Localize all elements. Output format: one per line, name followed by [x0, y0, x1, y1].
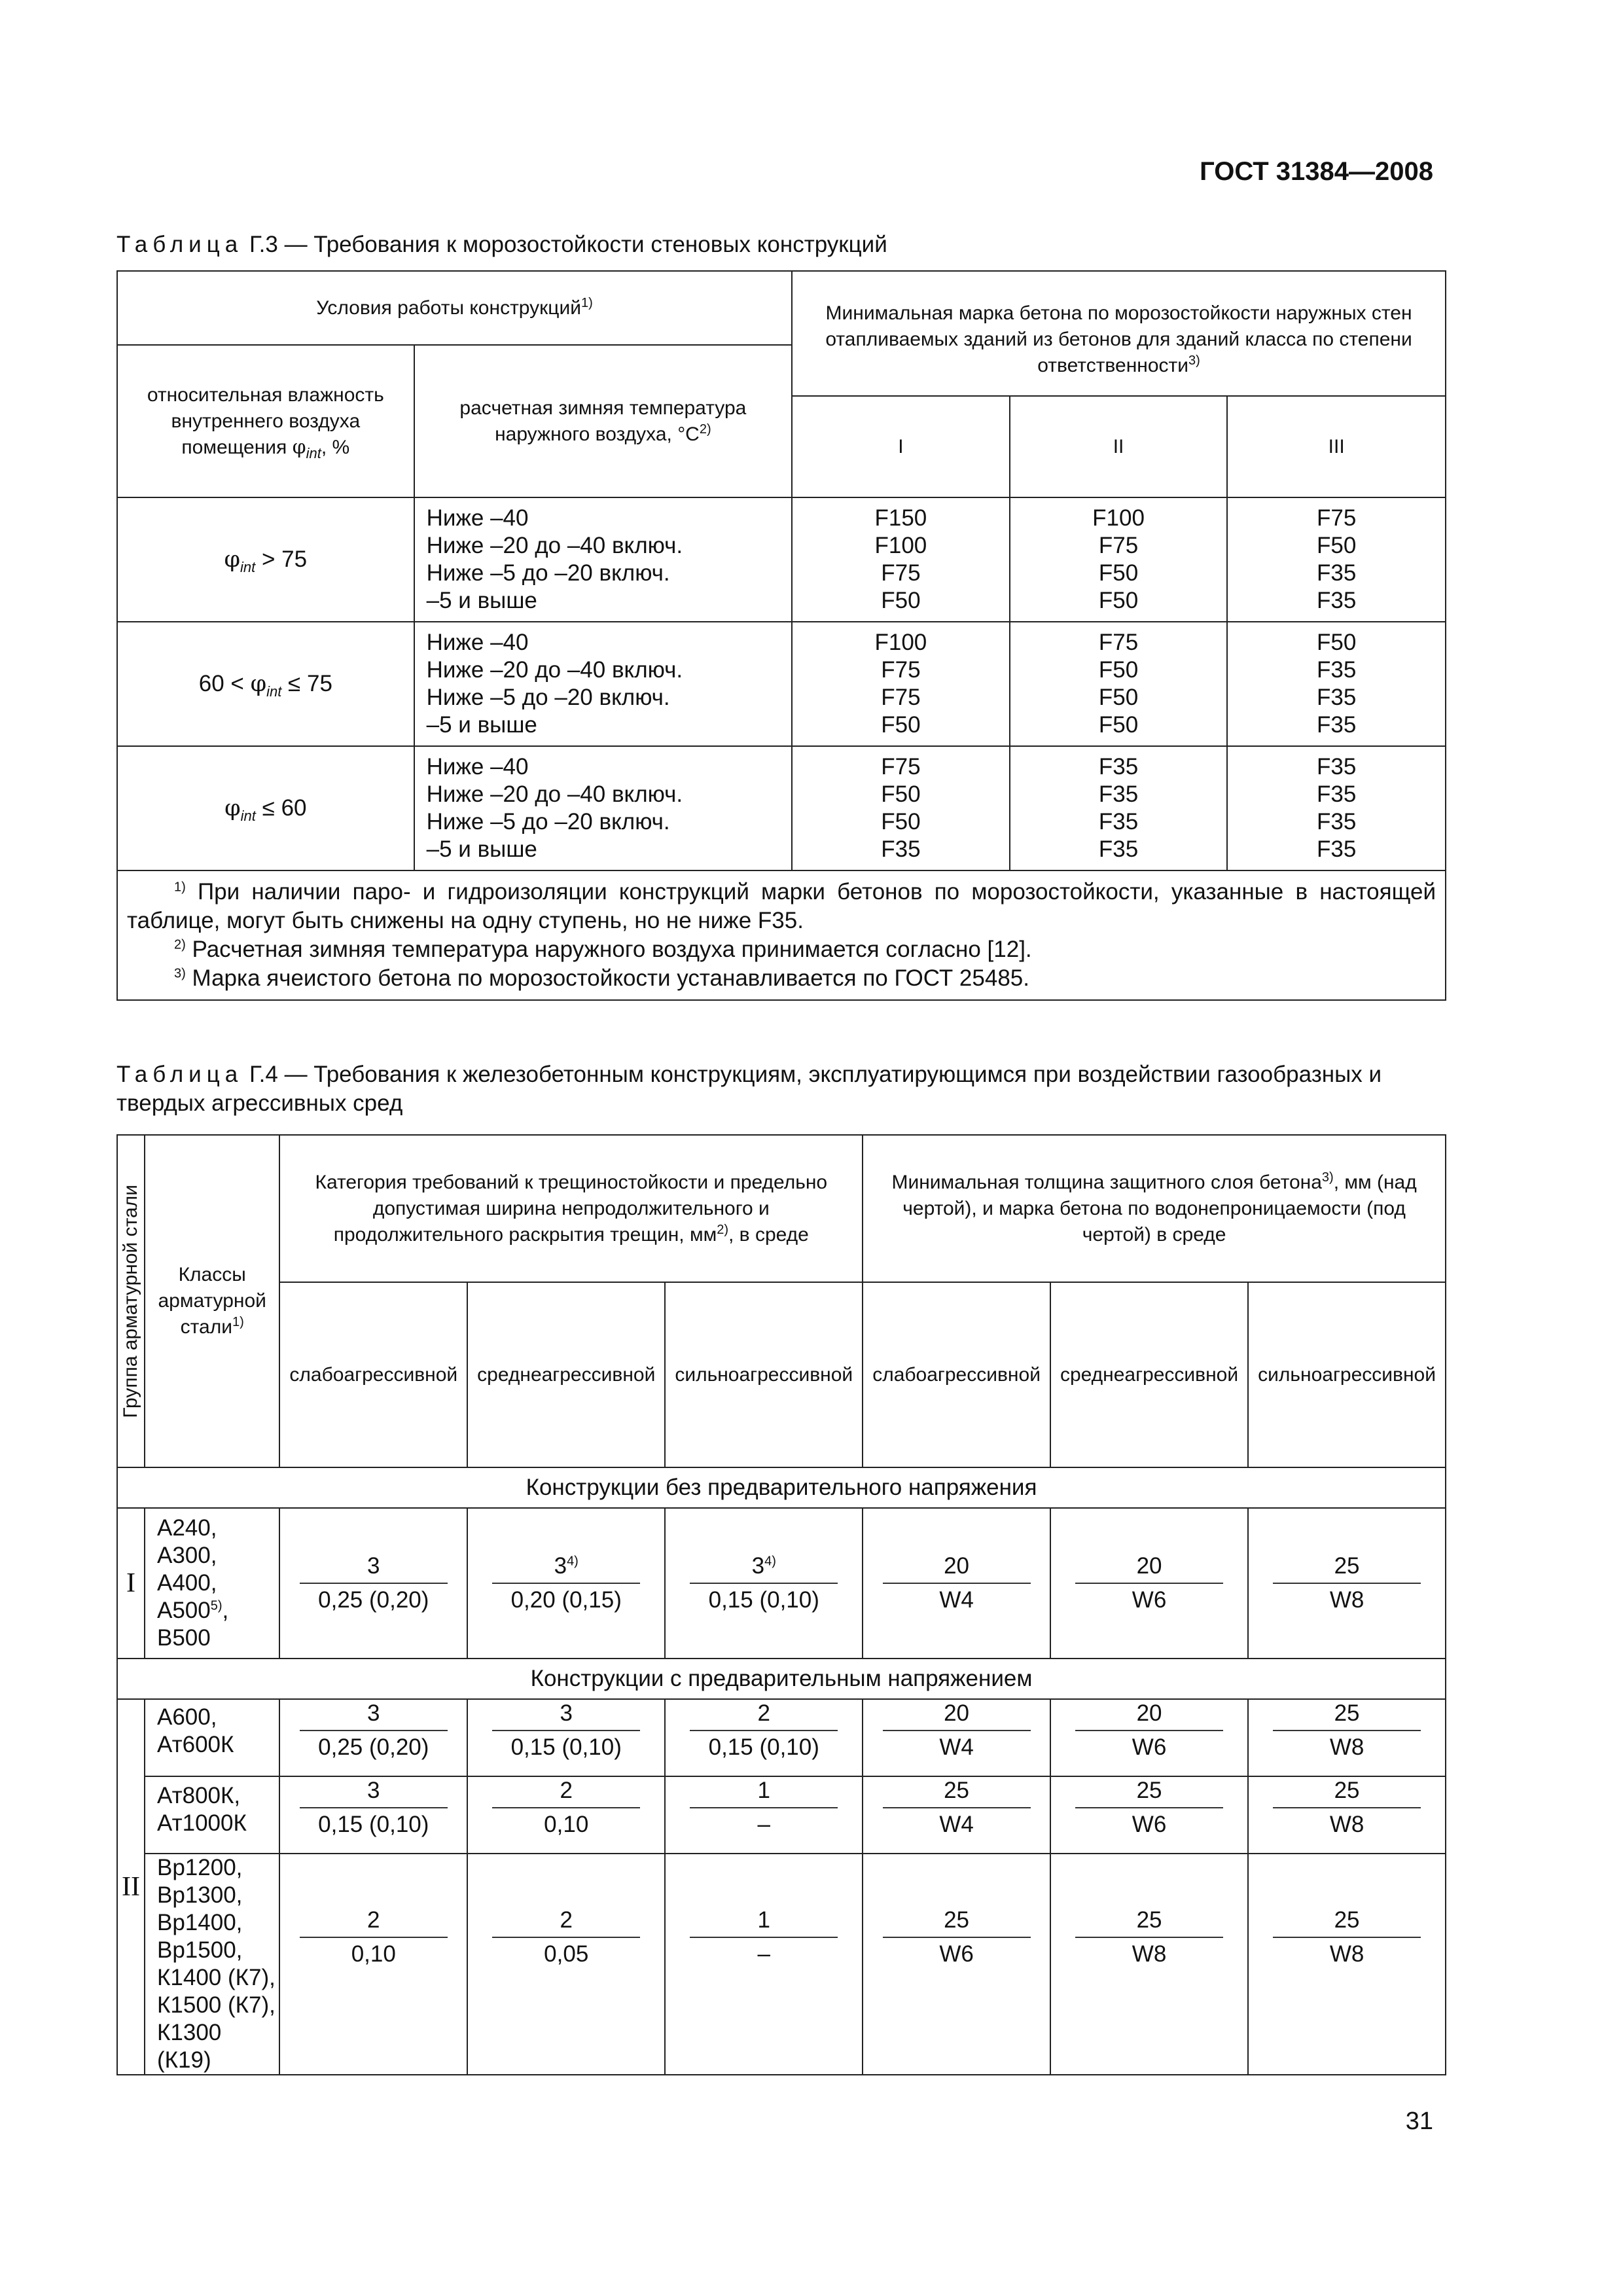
fraction-cell [467, 1776, 665, 1854]
class-header: III [1227, 396, 1446, 497]
subscript: int [266, 683, 282, 700]
fraction [883, 1552, 1031, 1614]
phi-symbol: φ [292, 435, 306, 459]
table4-head-cover-text: Минимальная толщина защитного слоя бетона [891, 1171, 1322, 1193]
humidity-condition [117, 746, 414, 870]
grade-value: F35 [1098, 754, 1139, 780]
temp-item: Ниже –40 [426, 505, 529, 531]
section-row [117, 1467, 1446, 1508]
grade-value: F75 [881, 685, 921, 710]
footnote-ref: 4) [764, 1554, 776, 1569]
fraction-bottom: W6 [1132, 1734, 1167, 1760]
fraction-top: 3 [492, 1700, 640, 1731]
grade-value: F75 [881, 754, 921, 780]
fraction-bottom: W4 [939, 1587, 974, 1613]
table4-head-crack [279, 1135, 863, 1282]
fraction-bottom: 0,10 [544, 1812, 589, 1837]
fraction-bottom: 0,10 [351, 1941, 396, 1967]
grade-value: F50 [881, 809, 921, 834]
grade-value: F35 [1317, 685, 1357, 710]
grade-list-class-1 [792, 746, 1010, 870]
grade-value: F50 [881, 588, 921, 613]
phi-symbol: φ [224, 795, 241, 821]
cond-post: ≤ 60 [255, 795, 307, 821]
grade-value: F35 [1098, 781, 1139, 807]
table-row [117, 622, 1446, 746]
fraction [883, 1700, 1031, 1761]
fraction-top-value: 25 [1334, 1553, 1360, 1579]
fraction-top [690, 1552, 838, 1584]
fraction-top: 1 [690, 1907, 838, 1938]
table-row [117, 1699, 1446, 1776]
fraction-bottom: 0,25 (0,20) [318, 1734, 429, 1760]
fraction [1075, 1777, 1223, 1839]
fraction-top: 25 [1273, 1907, 1421, 1938]
fraction [690, 1552, 838, 1614]
grade-list-class-3 [1227, 622, 1446, 746]
fraction-bottom: W8 [1329, 1812, 1364, 1837]
table4-caption-text: Г.4 — Требования к железобетонным конструкциям, эксплуатирующимся при воздействии газообразных и твердых агрессивных сред [116, 1062, 1382, 1116]
fraction-bottom: W8 [1329, 1587, 1364, 1613]
fraction-top: 2 [300, 1907, 448, 1938]
fraction-top: 25 [883, 1777, 1031, 1808]
grade-value: F50 [1098, 588, 1139, 613]
fraction-bottom: 0,15 (0,10) [708, 1587, 819, 1613]
fraction-bottom: W8 [1329, 1941, 1364, 1967]
fraction-cell [665, 1776, 863, 1854]
table3-head-temp-text: расчетная зимняя температура наружного воздуха, °С [459, 397, 747, 445]
fraction-top: 3 [300, 1777, 448, 1808]
temperature-list [414, 746, 792, 870]
grade-value: F50 [1098, 712, 1139, 738]
table4-caption-label: Таблица [116, 1062, 243, 1087]
grade-value: F50 [1098, 560, 1139, 586]
fraction [300, 1700, 448, 1761]
fraction-bottom: W8 [1329, 1734, 1364, 1760]
footnote-ref: 3) [1188, 353, 1200, 368]
grade-value: F35 [1317, 560, 1357, 586]
table4-env-row [117, 1282, 1446, 1467]
grade-value: F75 [1098, 533, 1139, 558]
grade-value: F35 [1317, 657, 1357, 683]
env-header: среднеагрессивной [1050, 1282, 1248, 1467]
fraction-cell [863, 1699, 1050, 1776]
footnote [127, 964, 1436, 993]
temp-item: Ниже –40 [426, 754, 529, 780]
grade-value: F75 [881, 657, 921, 683]
table3-caption-label: Таблица [116, 232, 243, 257]
steel-classes [145, 1776, 279, 1854]
cond-pre: 60 < [198, 671, 251, 696]
fraction-cell [1050, 1508, 1248, 1659]
table-row [117, 1776, 1446, 1854]
fraction [1075, 1552, 1223, 1614]
footnote-ref: 1) [232, 1315, 244, 1329]
class-item: К1400 (К7), [157, 1965, 276, 1990]
grade-value: F35 [1317, 836, 1357, 862]
grade-value: F35 [1098, 836, 1139, 862]
grade-value: F100 [1092, 505, 1145, 531]
steel-group: I [117, 1508, 145, 1659]
fraction [690, 1907, 838, 1968]
footnote-text: Марка ячеистого бетона по морозостойкости устанавливается по ГОСТ 25485. [185, 965, 1029, 991]
env-header: слабоагрессивной [863, 1282, 1050, 1467]
humidity-condition [117, 497, 414, 622]
fraction [300, 1907, 448, 1968]
fraction-top: 2 [492, 1907, 640, 1938]
class-item: Ат800К, [157, 1783, 241, 1808]
fraction-top: 2 [690, 1700, 838, 1731]
fraction-bottom: 0,25 (0,20) [318, 1587, 429, 1613]
table4-head-group-text: Группа арматурной стали [120, 1184, 141, 1418]
fraction-cell [279, 1854, 467, 2075]
fraction-cell [1050, 1854, 1248, 2075]
footnote-ref: 1) [580, 295, 593, 310]
section-row [117, 1659, 1446, 1699]
fraction-top [1273, 1552, 1421, 1584]
table4-head-crack-tail: , в среде [728, 1223, 809, 1246]
fraction-top [300, 1552, 448, 1584]
subscript: int [306, 444, 321, 461]
fraction-bottom: W4 [939, 1812, 974, 1837]
fraction-cell [665, 1508, 863, 1659]
subscript: int [240, 808, 256, 824]
phi-symbol: φ [250, 671, 267, 697]
fraction-bottom: 0,05 [544, 1941, 589, 1967]
grade-value: F35 [1098, 809, 1139, 834]
grade-value: F35 [1317, 712, 1357, 738]
table3-head-humidity [117, 345, 414, 497]
grade-value: F75 [881, 560, 921, 586]
fraction-cell [1248, 1699, 1446, 1776]
fraction [1273, 1777, 1421, 1839]
fraction-top: 20 [1075, 1700, 1223, 1731]
temp-item: –5 и выше [426, 712, 537, 738]
table4-head-classes [145, 1135, 279, 1467]
fraction [690, 1700, 838, 1761]
footnote [127, 878, 1436, 935]
grade-value: F75 [1098, 630, 1139, 655]
fraction [492, 1552, 640, 1614]
steel-classes [145, 1854, 279, 2075]
grade-value: F150 [874, 505, 927, 531]
fraction-cell [279, 1699, 467, 1776]
grade-list-class-1 [792, 622, 1010, 746]
class-item: Вр1300, [157, 1882, 243, 1908]
fraction-top [1075, 1552, 1223, 1584]
fraction [492, 1907, 640, 1968]
table4-head-cover [863, 1135, 1446, 1282]
table-row [117, 1508, 1446, 1659]
phi-symbol: φ [224, 547, 241, 573]
fraction-top [883, 1552, 1031, 1584]
fraction-bottom: 0,20 (0,15) [510, 1587, 622, 1613]
steel-group: II [117, 1699, 145, 2075]
temp-item: –5 и выше [426, 588, 537, 613]
class-header: I [792, 396, 1010, 497]
fraction-cell [1050, 1776, 1248, 1854]
subscript: int [240, 559, 256, 575]
fraction-top: 3 [300, 1700, 448, 1731]
fraction-top-value: 3 [751, 1553, 765, 1579]
footnote-ref: 4) [567, 1554, 579, 1569]
table4-head-classes-text: Классы арматурной стали [158, 1264, 266, 1338]
grade-value: F50 [881, 712, 921, 738]
class-item-comma: , [222, 1598, 229, 1623]
cond-post: ≤ 75 [281, 671, 332, 696]
table4-head-group [117, 1135, 145, 1467]
grade-value: F35 [1317, 588, 1357, 613]
fraction-top-value: 3 [554, 1553, 567, 1579]
grade-value: F50 [1317, 630, 1357, 655]
fraction-cell [1050, 1699, 1248, 1776]
table3-head-conditions-text: Условия работы конструкций [316, 296, 581, 319]
table-row [117, 746, 1446, 870]
table3-head-min-text: Минимальная марка бетона по морозостойкости наружных стен отапливаемых зданий из бетонов для зданий класса по степени ответственности [825, 302, 1412, 376]
env-header: слабоагрессивной [279, 1282, 467, 1467]
fraction [1075, 1700, 1223, 1761]
unit: , % [321, 436, 350, 458]
table-row [117, 1854, 1446, 2075]
fraction-bottom: – [757, 1812, 770, 1837]
class-item: К1500 (К7), [157, 1992, 276, 2018]
class-item: К1300 (К19) [157, 2020, 222, 2073]
fraction-top-value: 20 [1136, 1553, 1162, 1579]
page-header: ГОСТ 31384—2008 [1200, 157, 1433, 186]
fraction [690, 1777, 838, 1839]
humidity-condition [117, 622, 414, 746]
fraction-cell [467, 1854, 665, 2075]
section-heading: Конструкции без предварительного напряжения [117, 1467, 1446, 1508]
grade-value: F50 [1317, 533, 1357, 558]
fraction [492, 1700, 640, 1761]
section-heading: Конструкции с предварительным напряжением [117, 1659, 1446, 1699]
footnote-ref: 5) [210, 1598, 223, 1613]
steel-classes [145, 1508, 279, 1659]
footnote-ref: 3) [174, 966, 186, 981]
env-header: сильноагрессивной [1248, 1282, 1446, 1467]
fraction-cell [467, 1508, 665, 1659]
table3-caption-text: Г.3 — Требования к морозостойкости стеновых конструкций [249, 232, 887, 257]
temp-item: Ниже –40 [426, 630, 529, 655]
temperature-list [414, 497, 792, 622]
table3 [116, 270, 1446, 1001]
fraction-bottom: W8 [1132, 1941, 1167, 1967]
steel-classes [145, 1699, 279, 1776]
fraction-cell [467, 1699, 665, 1776]
class-item: Вр1400, [157, 1910, 243, 1935]
fraction [492, 1777, 640, 1839]
grade-value: F35 [1317, 809, 1357, 834]
grade-value: F50 [1098, 685, 1139, 710]
grade-list-class-3 [1227, 497, 1446, 622]
env-header: сильноагрессивной [665, 1282, 863, 1467]
fraction-top: 25 [1075, 1777, 1223, 1808]
grade-value: F100 [874, 533, 927, 558]
grade-value: F50 [881, 781, 921, 807]
table4 [116, 1134, 1446, 2075]
class-item: А400, [157, 1570, 217, 1596]
fraction-bottom: – [757, 1941, 770, 1967]
temp-item: Ниже –5 до –20 включ. [426, 685, 670, 710]
class-item: А240, [157, 1515, 217, 1541]
grade-value: F35 [1317, 781, 1357, 807]
fraction-bottom: W4 [939, 1734, 974, 1760]
table3-head-conditions [117, 271, 792, 345]
grade-list-class-1 [792, 497, 1010, 622]
footnote-ref: 1) [174, 880, 186, 895]
class-item: Вр1200, [157, 1855, 243, 1880]
fraction-cell [279, 1776, 467, 1854]
footnote-ref: 3) [1321, 1170, 1334, 1185]
grade-value: F35 [881, 836, 921, 862]
fraction-bottom: W6 [1132, 1587, 1167, 1613]
footnote-text: Расчетная зимняя температура наружного воздуха принимается согласно [12]. [185, 937, 1032, 962]
grade-value: F100 [874, 630, 927, 655]
class-item: А600, [157, 1704, 217, 1730]
fraction-top: 25 [883, 1907, 1031, 1938]
class-item: Вр1500, [157, 1937, 243, 1963]
table3-head-humidity-text: относительная влажность внутреннего воздуха помещения [147, 384, 384, 458]
class-item [157, 1597, 279, 1624]
fraction-top-value: 20 [944, 1553, 970, 1579]
fraction-cell [665, 1699, 863, 1776]
footnote-ref: 2) [174, 937, 186, 952]
fraction [1075, 1907, 1223, 1968]
table4-head-crack-text: Категория требований к трещиностойкости и предельно допустимая ширина непродолжительного и продолжительного раскрытия трещин, мм [315, 1171, 828, 1246]
fraction-cell [863, 1508, 1050, 1659]
temp-item: Ниже –20 до –40 включ. [426, 781, 683, 807]
grade-value: F75 [1317, 505, 1357, 531]
cond-post: > 75 [255, 547, 308, 572]
grade-list-class-2 [1010, 622, 1228, 746]
grade-list-class-3 [1227, 746, 1446, 870]
fraction [1273, 1907, 1421, 1968]
fraction-bottom: 0,15 (0,10) [318, 1812, 429, 1837]
grade-value: F50 [1098, 657, 1139, 683]
fraction-cell [863, 1854, 1050, 2075]
temp-item: Ниже –5 до –20 включ. [426, 809, 670, 834]
fraction [1273, 1552, 1421, 1614]
table3-caption [116, 230, 887, 259]
fraction-cell [1248, 1776, 1446, 1854]
fraction-bottom: 0,15 (0,10) [708, 1734, 819, 1760]
fraction [300, 1777, 448, 1839]
env-header: среднеагрессивной [467, 1282, 665, 1467]
fraction [300, 1552, 448, 1614]
temp-item: Ниже –5 до –20 включ. [426, 560, 670, 586]
fraction [883, 1777, 1031, 1839]
grade-list-class-2 [1010, 746, 1228, 870]
table4-header-row-1 [117, 1135, 1446, 1282]
class-header: II [1010, 396, 1228, 497]
table4-caption [116, 1060, 1446, 1118]
fraction-cell [1248, 1508, 1446, 1659]
table3-notes [117, 870, 1446, 1000]
class-item: Ат1000К [157, 1810, 247, 1836]
fraction [1273, 1700, 1421, 1761]
fraction-top: 25 [1273, 1700, 1421, 1731]
fraction-top: 1 [690, 1777, 838, 1808]
fraction-cell [665, 1854, 863, 2075]
table3-header-row-1 [117, 271, 1446, 345]
fraction-cell [1248, 1854, 1446, 2075]
fraction-cell [863, 1776, 1050, 1854]
footnote-text: При наличии паро- и гидроизоляции конструкций марки бетонов по морозостойкости, указанные в настоящей таблице, могут быть снижены на одну ступень, но не ниже F35. [127, 879, 1436, 933]
class-item: Ат600К [157, 1732, 234, 1757]
table4-head-cover-tail: , мм (над чертой), и марка бетона по водонепроницаемости (под чертой) в среде [902, 1171, 1417, 1246]
class-item: А300, [157, 1543, 217, 1568]
fraction [883, 1907, 1031, 1968]
footnote-ref: 2) [717, 1222, 728, 1237]
page-number: 31 [1405, 2108, 1433, 2135]
fraction-bottom: W6 [939, 1941, 974, 1967]
footnote-ref: 2) [699, 422, 711, 437]
fraction-top-value: 3 [367, 1553, 380, 1579]
temp-item: Ниже –20 до –40 включ. [426, 657, 683, 683]
table3-head-min-grade [792, 271, 1446, 396]
temp-item: Ниже –20 до –40 включ. [426, 533, 683, 558]
grade-list-class-2 [1010, 497, 1228, 622]
fraction-top: 25 [1273, 1777, 1421, 1808]
table-row [117, 497, 1446, 622]
grade-value: F35 [1317, 754, 1357, 780]
class-item-text: А500 [157, 1598, 211, 1623]
fraction-bottom: W6 [1132, 1812, 1167, 1837]
fraction-top [492, 1552, 640, 1584]
fraction-top: 2 [492, 1777, 640, 1808]
temperature-list [414, 622, 792, 746]
temp-item: –5 и выше [426, 836, 537, 862]
table3-notes-row [117, 870, 1446, 1000]
class-item: В500 [157, 1625, 211, 1651]
fraction-cell [279, 1508, 467, 1659]
footnote [127, 935, 1436, 964]
table3-head-temperature [414, 345, 792, 497]
fraction-top: 20 [883, 1700, 1031, 1731]
fraction-top: 25 [1075, 1907, 1223, 1938]
fraction-bottom: 0,15 (0,10) [510, 1734, 622, 1760]
